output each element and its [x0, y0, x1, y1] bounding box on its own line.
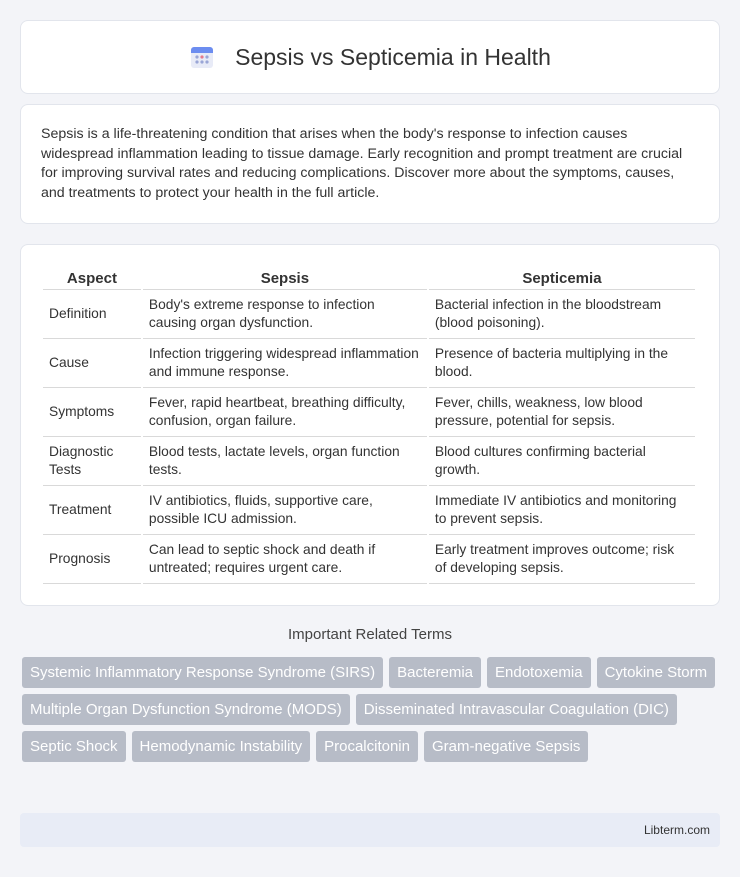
table-row — [43, 486, 695, 535]
table-header-row — [43, 265, 695, 290]
sepsis-cell: Blood tests, lactate levels, organ function tests. — [143, 437, 427, 486]
table-row — [43, 290, 695, 339]
footer — [20, 813, 720, 847]
term-tag[interactable]: Systemic Inflammatory Response Syndrome (SIRS) — [22, 657, 383, 688]
term-tag[interactable]: Bacteremia — [389, 657, 481, 688]
table-row — [43, 388, 695, 437]
page-title: Sepsis vs Septicemia in Health — [235, 43, 551, 70]
sepsis-cell: IV antibiotics, fluids, supportive care, possible ICU admission. — [143, 486, 427, 535]
comparison-table-card — [20, 244, 720, 606]
septicemia-cell: Early treatment improves outcome; risk of developing sepsis. — [429, 535, 695, 584]
aspect-cell: Cause — [43, 339, 141, 388]
sepsis-cell: Can lead to septic shock and death if untreated; requires urgent care. — [143, 535, 427, 584]
term-tag[interactable]: Hemodynamic Instability — [132, 731, 311, 762]
related-terms-title: Important Related Terms — [288, 626, 452, 643]
aspect-cell: Prognosis — [43, 535, 141, 584]
table-row — [43, 437, 695, 486]
header-card — [20, 20, 720, 94]
sepsis-cell: Infection triggering widespread inflammation and immune response. — [143, 339, 427, 388]
term-tag[interactable]: Procalcitonin — [316, 731, 418, 762]
related-terms-list — [22, 657, 722, 768]
septicemia-cell: Fever, chills, weakness, low blood pressure, potential for sepsis. — [429, 388, 695, 437]
calendar-grid-icon — [189, 44, 215, 70]
comparison-table — [41, 265, 697, 584]
septicemia-cell: Bacterial infection in the bloodstream (blood poisoning). — [429, 290, 695, 339]
table-row — [43, 339, 695, 388]
septicemia-cell: Immediate IV antibiotics and monitoring to prevent sepsis. — [429, 486, 695, 535]
aspect-cell: Symptoms — [43, 388, 141, 437]
term-tag[interactable]: Disseminated Intravascular Coagulation (DIC) — [356, 694, 677, 725]
septicemia-cell: Blood cultures confirming bacterial growth. — [429, 437, 695, 486]
header-septicemia: Septicemia — [429, 265, 695, 290]
term-tag[interactable]: Gram-negative Sepsis — [424, 731, 588, 762]
intro-text: Sepsis is a life-threatening condition that arises when the body's response to infection causes widespread inflammation leading to tissue damage. Early recognition and prompt treatment are crucial for improving survival rates and reducing complications. Discover more about the symptoms, causes, and treatments to protect your health in the full article. — [41, 126, 683, 201]
footer-site-link[interactable]: Libterm.com — [643, 823, 710, 837]
term-tag[interactable]: Cytokine Storm — [597, 657, 716, 688]
aspect-cell: Diagnostic Tests — [43, 437, 141, 486]
term-tag[interactable]: Septic Shock — [22, 731, 126, 762]
term-tag[interactable]: Endotoxemia — [487, 657, 591, 688]
septicemia-cell: Presence of bacteria multiplying in the blood. — [429, 339, 695, 388]
sepsis-cell: Body's extreme response to infection causing organ dysfunction. — [143, 290, 427, 339]
aspect-cell: Treatment — [43, 486, 141, 535]
aspect-cell: Definition — [43, 290, 141, 339]
header-aspect: Aspect — [43, 265, 141, 290]
intro-card — [20, 104, 720, 224]
term-tag[interactable]: Multiple Organ Dysfunction Syndrome (MODS) — [22, 694, 350, 725]
table-row — [43, 535, 695, 584]
sepsis-cell: Fever, rapid heartbeat, breathing difficulty, confusion, organ failure. — [143, 388, 427, 437]
header-sepsis: Sepsis — [143, 265, 427, 290]
